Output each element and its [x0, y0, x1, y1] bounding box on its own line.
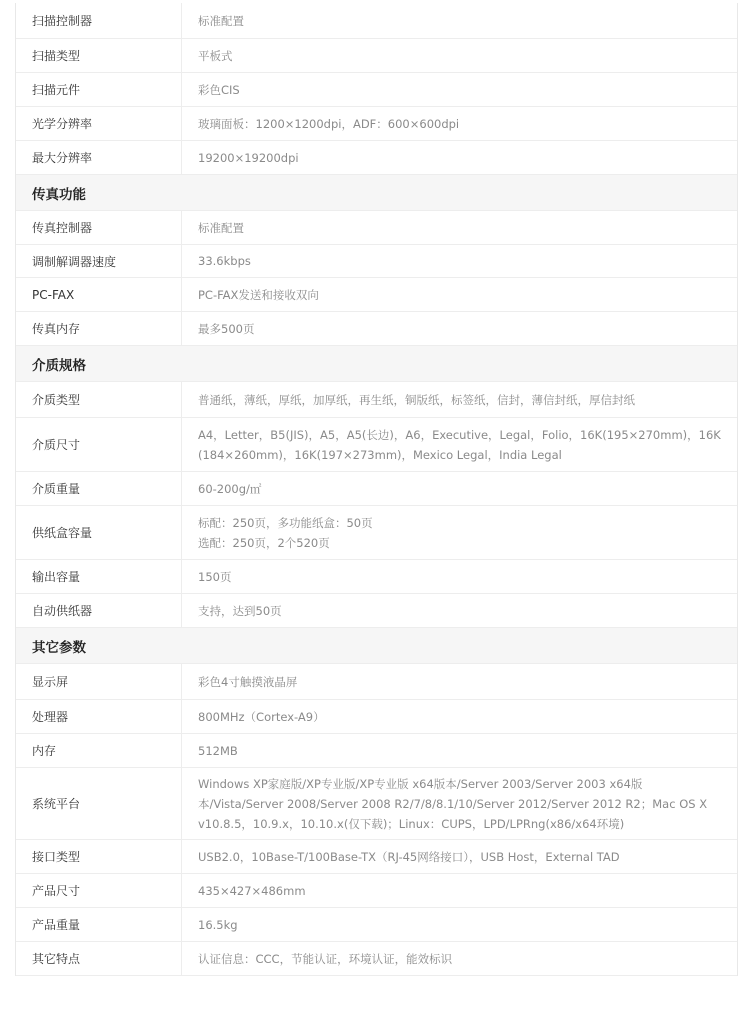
spec-label: 光学分辨率	[16, 107, 182, 140]
spec-label: 调制解调器速度	[16, 245, 182, 277]
spec-label: 介质重量	[16, 472, 182, 505]
spec-value: USB2.0，10Base-T/100Base-TX（RJ-45网络接口），USB Host，External TAD	[198, 849, 620, 864]
section-header-other: 其它参数	[16, 628, 737, 664]
spec-row-interface	[16, 840, 737, 874]
spec-row-media-type	[16, 382, 737, 418]
spec-label: 扫描控制器	[16, 3, 182, 38]
spec-row-os-platform	[16, 768, 737, 840]
spec-row-pc-fax	[16, 278, 737, 312]
spec-row-tray-capacity	[16, 506, 737, 560]
spec-value: 512MB	[198, 743, 238, 758]
spec-value: 33.6kbps	[198, 254, 251, 268]
spec-row-fax-memory	[16, 312, 737, 346]
spec-row-scan-element	[16, 73, 737, 107]
spec-value: 彩色CIS	[198, 82, 240, 97]
spec-label: 介质类型	[16, 382, 182, 417]
spec-label: 扫描元件	[16, 73, 182, 106]
spec-value: 平板式	[198, 48, 233, 63]
spec-label: 输出容量	[16, 560, 182, 593]
spec-row-dimensions	[16, 874, 737, 908]
spec-value: 19200×19200dpi	[198, 150, 299, 165]
spec-label: 产品尺寸	[16, 874, 182, 907]
spec-value: 支持，达到50页	[198, 603, 282, 618]
spec-value	[182, 513, 737, 553]
spec-row-processor	[16, 700, 737, 734]
spec-label: 内存	[16, 734, 182, 767]
spec-label: 介质尺寸	[16, 418, 182, 471]
spec-value: 435×427×486mm	[198, 883, 306, 898]
spec-value: 16.5kg	[198, 917, 238, 932]
spec-row-memory	[16, 734, 737, 768]
spec-row-adf	[16, 594, 737, 628]
spec-value: 彩色4寸触摸液晶屏	[198, 674, 298, 689]
spec-label: 系统平台	[16, 768, 182, 839]
spec-label: 扫描类型	[16, 39, 182, 72]
spec-value: PC-FAX发送和接收双向	[198, 287, 319, 302]
spec-value: 最多500页	[198, 321, 255, 336]
spec-row-media-weight	[16, 472, 737, 506]
spec-label: 接口类型	[16, 840, 182, 873]
spec-value: A4，Letter，B5(JIS)，A5，A5(长边)，A6，Executive，Legal，Folio，16K(195×270mm)，16K (184×260mm)，16K(197×273mm)，Mexico Legal，India Legal	[198, 427, 721, 462]
spec-value: 玻璃面板：1200×1200dpi，ADF：600×600dpi	[198, 116, 460, 131]
spec-row-max-resolution	[16, 141, 737, 175]
spec-value: 标准配置	[198, 220, 244, 235]
spec-value-line: 标配：250页，多功能纸盒：50页	[198, 515, 373, 530]
spec-label: 处理器	[16, 700, 182, 733]
spec-label: 传真内存	[16, 312, 182, 345]
spec-label: 最大分辨率	[16, 141, 182, 174]
spec-value: 150页	[198, 569, 232, 584]
section-header-fax: 传真功能	[16, 175, 737, 211]
spec-label: 产品重量	[16, 908, 182, 941]
spec-row-weight	[16, 908, 737, 942]
spec-value: 认证信息：CCC，节能认证，环境认证，能效标识	[198, 951, 453, 966]
spec-row-fax-controller	[16, 211, 737, 245]
spec-value-line: 选配：250页，2个520页	[198, 535, 330, 550]
spec-row-modem-speed	[16, 245, 737, 278]
spec-label: 其它特点	[16, 942, 182, 975]
spec-table	[15, 3, 738, 976]
section-header-media: 介质规格	[16, 346, 737, 382]
spec-label: 自动供纸器	[16, 594, 182, 627]
spec-value: Windows XP家庭版/XP专业版/XP专业版 x64版本/Server 2003/Server 2003 x64版本/Vista/Server 2008/Server 2008 R2/7/8/8.1/10/Server 2012/Server 2012 R2；Mac OS X v10.8.5，10.9.x，10.10.x(仅下载)；Linux：CUPS，LPD/LPRng(x86/x64环境)	[198, 776, 708, 831]
spec-value: 800MHz（Cortex-A9）	[198, 709, 325, 724]
spec-value: 普通纸，薄纸，厚纸，加厚纸，再生纸，铜版纸，标签纸，信封，薄信封纸，厚信封纸	[198, 392, 635, 407]
spec-row-display	[16, 664, 737, 700]
spec-row-output-capacity	[16, 560, 737, 594]
spec-label: PC-FAX	[16, 278, 182, 311]
spec-value: 60-200g/㎡	[198, 481, 262, 496]
spec-row-media-size	[16, 418, 737, 472]
spec-label: 传真控制器	[16, 211, 182, 244]
spec-label: 显示屏	[16, 664, 182, 699]
spec-row-scan-type	[16, 39, 737, 73]
spec-label: 供纸盒容量	[16, 506, 182, 559]
spec-row-optical-resolution	[16, 107, 737, 141]
spec-value: 标准配置	[198, 13, 244, 28]
spec-row-other-features	[16, 942, 737, 976]
spec-row-scan-controller	[16, 3, 737, 39]
